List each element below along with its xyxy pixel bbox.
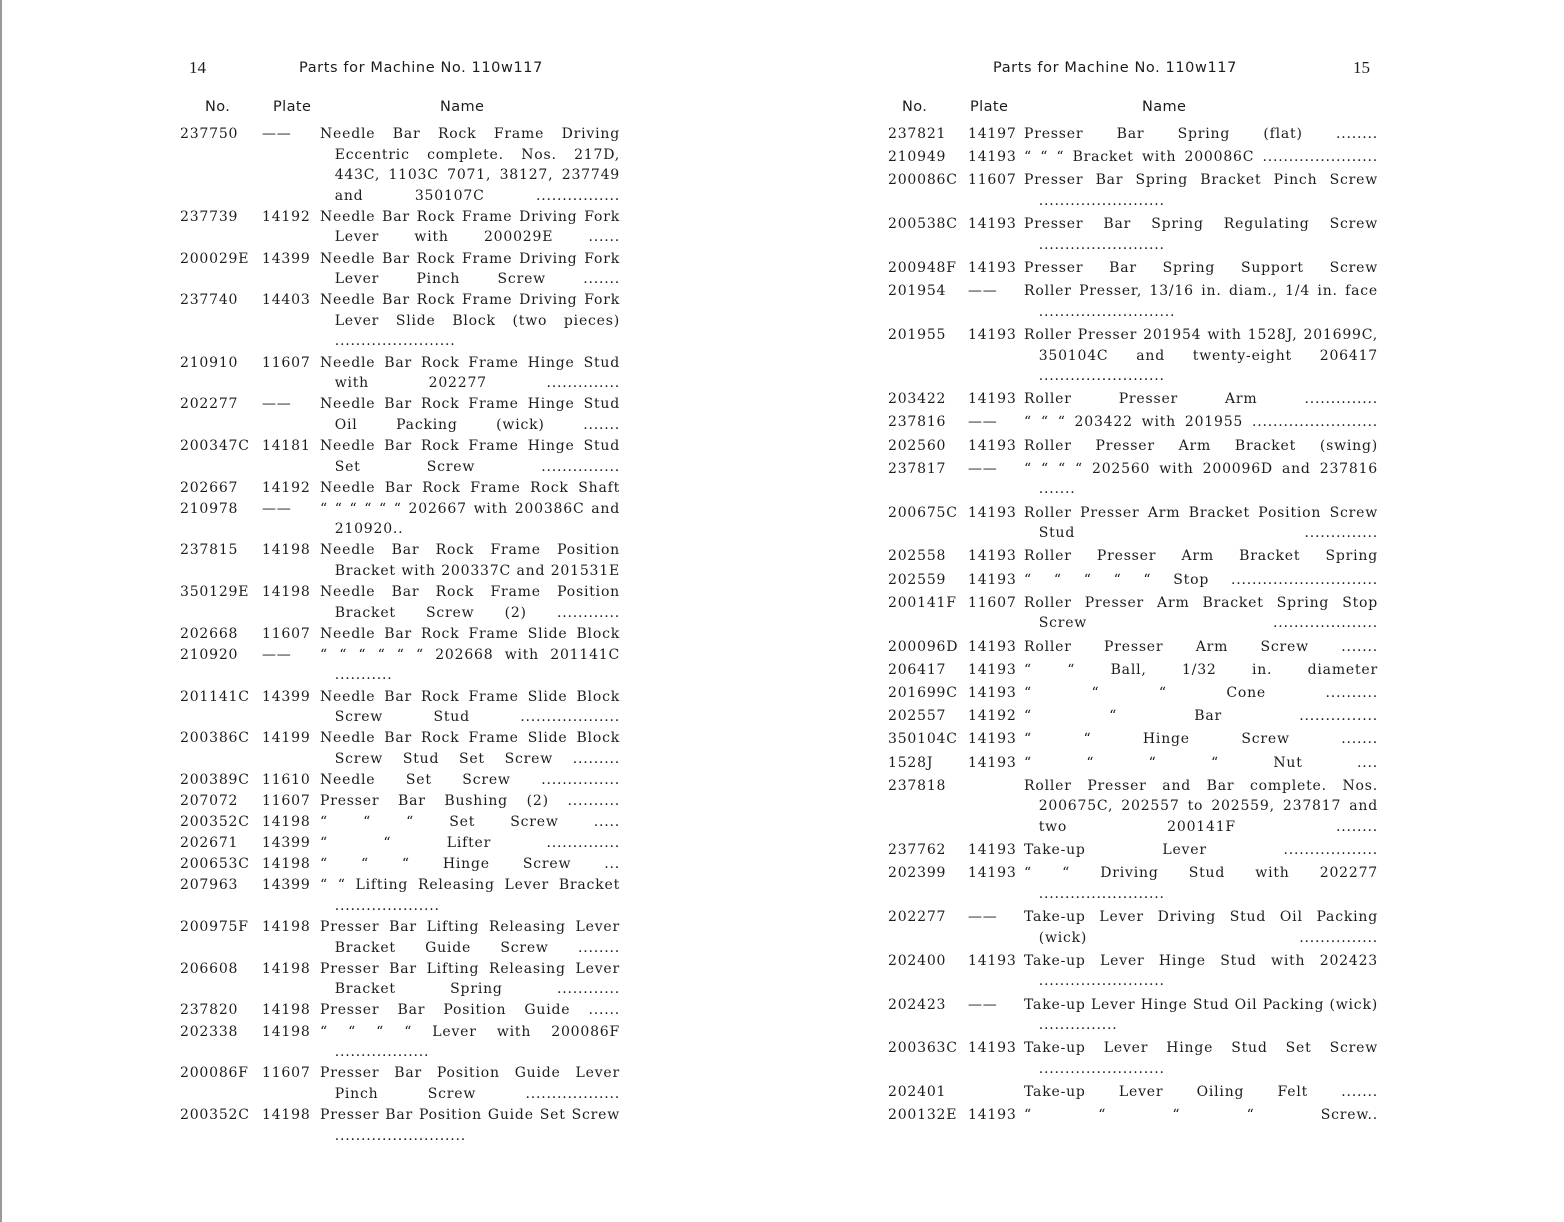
plate-number: 14399 bbox=[262, 835, 311, 852]
part-number: 202560 bbox=[888, 437, 947, 454]
part-number: 202277 bbox=[888, 909, 947, 926]
part-number: 200675C bbox=[888, 504, 958, 521]
part-name: Needle Bar Rock Frame Driving Fork Lever Pinch Screw ....... bbox=[320, 250, 620, 288]
part-row bbox=[180, 290, 620, 352]
plate-number: 14198 bbox=[262, 1002, 311, 1019]
part-name: “ “ “ Hinge Screw ... bbox=[320, 856, 620, 873]
part-row bbox=[180, 624, 620, 645]
plate-number: 14193 bbox=[968, 754, 1017, 771]
part-row bbox=[180, 959, 620, 1000]
part-row bbox=[180, 207, 620, 248]
part-row bbox=[888, 1105, 1378, 1126]
part-name: “ “ Hinge Screw ....... bbox=[1024, 731, 1378, 748]
part-number: 200096D bbox=[888, 638, 959, 655]
part-name: Presser Bar Spring Regulating Screw ........................ bbox=[1024, 216, 1378, 253]
part-name: Roller Presser, 13/16 in. diam., 1/4 in. face .......................... bbox=[1024, 283, 1378, 320]
part-row bbox=[888, 951, 1378, 992]
plate-number: 11607 bbox=[262, 793, 311, 809]
part-number: 237820 bbox=[180, 1002, 239, 1019]
part-name: Presser Bar Position Guide ...... bbox=[320, 1002, 620, 1019]
part-number: 201954 bbox=[888, 283, 947, 300]
part-number: 237815 bbox=[180, 542, 239, 559]
part-number: 200132E bbox=[888, 1107, 958, 1124]
part-row bbox=[180, 728, 620, 769]
plate-number: 14193 bbox=[968, 1040, 1017, 1057]
part-row bbox=[888, 753, 1378, 774]
plate-number: 14181 bbox=[262, 437, 311, 454]
part-name: Roller Presser Arm Bracket (swing) bbox=[1024, 437, 1378, 454]
plate-number: 11607 bbox=[968, 172, 1017, 189]
part-row bbox=[180, 1022, 620, 1063]
column-header-name: Name bbox=[440, 99, 485, 115]
part-name: Take-up Lever .................. bbox=[1024, 842, 1378, 859]
plate-number: —— bbox=[968, 414, 998, 431]
part-number: 202423 bbox=[888, 996, 947, 1013]
plate-number: 14193 bbox=[968, 865, 1017, 882]
page-number: 14 bbox=[189, 58, 206, 77]
plate-number: 14193 bbox=[968, 504, 1017, 521]
part-row bbox=[180, 540, 620, 581]
part-name: “ “ “ “ “ “ 202668 with 201141C ........... bbox=[320, 646, 620, 684]
part-number: 350104C bbox=[888, 731, 958, 748]
part-name: Needle Bar Rock Frame Position Bracket Screw (2) ............ bbox=[320, 584, 620, 621]
page-number: 15 bbox=[1353, 58, 1370, 77]
part-number: 201955 bbox=[888, 326, 947, 343]
part-row bbox=[888, 412, 1378, 433]
part-name: “ “ Ball, 1/32 in. diameter bbox=[1024, 661, 1378, 678]
plate-number: 14192 bbox=[262, 479, 311, 496]
part-number: 202557 bbox=[888, 708, 947, 725]
part-row bbox=[888, 546, 1378, 567]
part-row bbox=[180, 478, 620, 499]
part-row bbox=[180, 249, 620, 290]
part-name: Needle Bar Rock Frame Slide Block bbox=[320, 625, 620, 642]
part-number: 202399 bbox=[888, 865, 947, 882]
plate-number: 14193 bbox=[968, 638, 1017, 655]
part-name: “ “ “ “ “ Stop ............................ bbox=[1024, 571, 1378, 588]
part-row bbox=[888, 325, 1378, 387]
part-number: 200086C bbox=[888, 172, 958, 189]
part-row bbox=[180, 1105, 620, 1146]
part-name: Needle Bar Rock Frame Slide Block Screw Stud Set Screw ......... bbox=[320, 730, 620, 767]
part-number: 206608 bbox=[180, 960, 239, 977]
part-row bbox=[180, 791, 620, 812]
part-name: “ “ “ “ “ “ 202667 with 200386C and 210920.. bbox=[320, 500, 620, 538]
column-header-no: No. bbox=[902, 99, 928, 115]
part-name: Presser Bar Spring Bracket Pinch Screw ........................ bbox=[1024, 172, 1378, 209]
part-row bbox=[180, 687, 620, 728]
column-header-name: Name bbox=[1142, 99, 1187, 115]
part-row bbox=[180, 917, 620, 958]
plate-number: 14199 bbox=[262, 730, 311, 747]
part-name: Take-up Lever Driving Stud Oil Packing (wick) ............... bbox=[1024, 909, 1378, 946]
plate-number: —— bbox=[968, 283, 998, 300]
part-number: 237816 bbox=[888, 414, 947, 431]
part-row bbox=[888, 995, 1378, 1036]
part-number: 200389C bbox=[180, 771, 250, 788]
part-number: 200347C bbox=[180, 437, 250, 454]
part-name: Needle Bar Rock Frame Driving Eccentric complete. Nos. 217D, 443C, 1103C 7071, 38127, 237749 and 350107C ................ bbox=[320, 126, 620, 204]
left-page bbox=[180, 0, 620, 1222]
plate-number: 14198 bbox=[262, 814, 311, 831]
part-number: 237821 bbox=[888, 126, 947, 142]
part-name: Roller Presser Arm Bracket Spring Stop Screw .................... bbox=[1024, 594, 1378, 632]
plate-number: 14198 bbox=[262, 1106, 311, 1123]
part-row bbox=[180, 582, 620, 623]
part-number: 202667 bbox=[180, 479, 239, 496]
plate-number: 14192 bbox=[262, 208, 311, 225]
part-row bbox=[180, 124, 620, 206]
plate-number: 11607 bbox=[262, 354, 311, 371]
plate-number: 14193 bbox=[968, 842, 1017, 859]
part-row bbox=[180, 770, 620, 791]
part-name: “ “ “ “ 202560 with 200096D and 237816 ....... bbox=[1024, 460, 1378, 498]
part-number: 202338 bbox=[180, 1023, 239, 1040]
part-number: 202559 bbox=[888, 571, 947, 588]
part-row bbox=[888, 570, 1378, 591]
plate-number: 14193 bbox=[968, 952, 1017, 969]
plate-number: 14193 bbox=[968, 661, 1017, 678]
plate-number: 14198 bbox=[262, 960, 311, 977]
part-number: 200948F bbox=[888, 259, 957, 276]
part-name: Roller Presser Arm Bracket Position Screw Stud .............. bbox=[1024, 504, 1378, 542]
plate-number: 14399 bbox=[262, 688, 311, 705]
part-name: “ “ “ Set Screw ..... bbox=[320, 814, 620, 831]
part-name: “ “ Lifting Releasing Lever Bracket .................... bbox=[320, 877, 620, 914]
plate-number: 14193 bbox=[968, 326, 1017, 343]
part-number: 202400 bbox=[888, 952, 947, 969]
part-name: Needle Bar Rock Frame Hinge Stud with 202277 .............. bbox=[320, 354, 620, 392]
part-name: Presser Bar Lifting Releasing Lever Bracket Spring ............ bbox=[320, 960, 620, 998]
part-name: Presser Bar Bushing (2) .......... bbox=[320, 793, 620, 809]
page-title: Parts for Machine No. 110w117 bbox=[299, 60, 543, 76]
column-header-no: No. bbox=[205, 99, 231, 115]
part-number: 202277 bbox=[180, 396, 239, 413]
part-name: “ “ Driving Stud with 202277 ........................ bbox=[1024, 865, 1378, 902]
part-number: 350129E bbox=[180, 584, 250, 601]
part-name: Needle Bar Rock Frame Position Bracket with 200337C and 201531E bbox=[320, 542, 620, 579]
part-number: 200975F bbox=[180, 919, 249, 936]
plate-number: 14193 bbox=[968, 149, 1017, 166]
part-row bbox=[888, 281, 1378, 322]
part-number: 202668 bbox=[180, 625, 239, 642]
part-number: 206417 bbox=[888, 661, 947, 678]
part-row bbox=[180, 436, 620, 477]
part-row bbox=[888, 214, 1378, 255]
part-number: 202558 bbox=[888, 548, 947, 565]
part-row bbox=[888, 660, 1378, 681]
part-number: 202401 bbox=[888, 1084, 947, 1101]
plate-number: —— bbox=[968, 996, 998, 1013]
plate-number bbox=[968, 1082, 1024, 1103]
part-number: 200653C bbox=[180, 856, 250, 873]
part-number: 200141F bbox=[888, 594, 957, 611]
part-row bbox=[888, 593, 1378, 634]
part-row bbox=[888, 1038, 1378, 1079]
part-number: 200352C bbox=[180, 1106, 250, 1123]
part-row bbox=[180, 394, 620, 435]
part-number: 200386C bbox=[180, 730, 250, 747]
part-number: 200029E bbox=[180, 250, 250, 267]
part-row bbox=[180, 875, 620, 916]
part-name: Take-up Lever Hinge Stud Oil Packing (wick) ............... bbox=[1024, 996, 1378, 1034]
part-name: “ “ “ Bracket with 200086C ...................... bbox=[1024, 149, 1378, 166]
part-name: Roller Presser Arm Screw ....... bbox=[1024, 638, 1378, 655]
right-page bbox=[888, 0, 1378, 1222]
parts-list bbox=[888, 124, 1378, 1129]
plate-number: 14198 bbox=[262, 856, 311, 873]
plate-number: 11607 bbox=[262, 625, 311, 642]
part-name: Needle Bar Rock Frame Driving Fork Lever with 200029E ...... bbox=[320, 208, 620, 246]
plate-number: 14193 bbox=[968, 437, 1017, 454]
plate-number: 14399 bbox=[262, 250, 311, 267]
part-name: Roller Presser Arm .............. bbox=[1024, 391, 1378, 408]
plate-number: —— bbox=[262, 396, 292, 413]
part-name: “ “ “ “ Nut .... bbox=[1024, 754, 1378, 771]
part-row bbox=[888, 907, 1378, 948]
part-row bbox=[888, 459, 1378, 500]
plate-number: 14193 bbox=[968, 259, 1017, 276]
plate-number: 14198 bbox=[262, 919, 311, 936]
plate-number bbox=[968, 776, 1024, 838]
part-number: 203422 bbox=[888, 391, 947, 408]
part-name: Presser Bar Position Guide Lever Pinch Screw .................. bbox=[320, 1065, 620, 1102]
part-name: “ “ Lifter .............. bbox=[320, 835, 620, 852]
part-row bbox=[888, 729, 1378, 750]
part-number: 210949 bbox=[888, 149, 947, 166]
plate-number: —— bbox=[968, 460, 998, 477]
part-row bbox=[888, 706, 1378, 727]
part-row bbox=[180, 645, 620, 686]
part-number: 237818 bbox=[888, 777, 947, 794]
part-number: 237817 bbox=[888, 460, 947, 477]
plate-number: 14403 bbox=[262, 292, 311, 309]
part-number: 237740 bbox=[180, 292, 239, 309]
plate-number: 14198 bbox=[262, 584, 311, 601]
plate-number: 14399 bbox=[262, 877, 311, 894]
part-name: Roller Presser and Bar complete. Nos. 200675C, 202557 to 202559, 237817 and two 200141F ........ bbox=[1024, 777, 1378, 835]
plate-number: —— bbox=[262, 126, 292, 142]
part-name: Needle Bar Rock Frame Driving Fork Lever Slide Block (two pieces) ....................... bbox=[320, 292, 620, 350]
part-name: “ “ “ Cone .......... bbox=[1024, 684, 1378, 701]
part-number: 207072 bbox=[180, 793, 239, 809]
part-number: 202671 bbox=[180, 835, 239, 852]
part-row bbox=[888, 863, 1378, 904]
plate-number: 14193 bbox=[968, 684, 1017, 701]
part-row bbox=[888, 503, 1378, 544]
plate-number: 14193 bbox=[968, 1107, 1017, 1124]
part-row bbox=[888, 258, 1378, 279]
part-row bbox=[888, 436, 1378, 457]
plate-number: 14193 bbox=[968, 731, 1017, 748]
plate-number: —— bbox=[262, 646, 292, 663]
plate-number: 14193 bbox=[968, 548, 1017, 565]
part-row bbox=[180, 833, 620, 854]
part-number: 1528J bbox=[888, 754, 934, 771]
part-row bbox=[888, 124, 1378, 145]
scan-edge bbox=[0, 0, 2, 1222]
plate-number: —— bbox=[262, 500, 292, 517]
part-name: Presser Bar Position Guide Set Screw ......................... bbox=[320, 1106, 620, 1144]
part-name: Take-up Lever Hinge Stud Set Screw ........................ bbox=[1024, 1040, 1378, 1077]
part-number: 201699C bbox=[888, 684, 958, 701]
parts-list bbox=[180, 124, 620, 1147]
part-name: Presser Bar Lifting Releasing Lever Bracket Guide Screw ........ bbox=[320, 919, 620, 956]
plate-number: 14197 bbox=[968, 126, 1017, 142]
part-name: Needle Bar Rock Frame Slide Block Screw Stud ................... bbox=[320, 688, 620, 726]
part-name: Roller Presser Arm Bracket Spring bbox=[1024, 548, 1378, 565]
part-number: 237739 bbox=[180, 208, 239, 225]
part-row bbox=[888, 683, 1378, 704]
part-name: “ “ “ “ Lever with 200086F .................. bbox=[320, 1023, 620, 1061]
part-number: 201141C bbox=[180, 688, 250, 705]
plate-number: 14198 bbox=[262, 542, 311, 559]
part-name: Presser Bar Spring (flat) ........ bbox=[1024, 126, 1378, 142]
part-name: “ “ Bar ............... bbox=[1024, 708, 1378, 725]
part-name: Needle Bar Rock Frame Rock Shaft bbox=[320, 479, 620, 496]
part-name: Needle Set Screw ............... bbox=[320, 771, 620, 788]
part-name: Needle Bar Rock Frame Hinge Stud Set Screw ............... bbox=[320, 437, 620, 475]
plate-number: 14192 bbox=[968, 708, 1017, 725]
part-number: 237762 bbox=[888, 842, 947, 859]
part-row bbox=[180, 353, 620, 394]
part-name: Take-up Lever Hinge Stud with 202423 ........................ bbox=[1024, 952, 1378, 990]
part-row bbox=[180, 854, 620, 875]
part-name: Needle Bar Rock Frame Hinge Stud Oil Packing (wick) ....... bbox=[320, 396, 620, 433]
part-number: 207963 bbox=[180, 877, 239, 894]
part-row bbox=[888, 170, 1378, 211]
part-number: 200352C bbox=[180, 814, 250, 831]
plate-number: 11610 bbox=[262, 771, 311, 788]
part-number: 200363C bbox=[888, 1040, 958, 1057]
part-row bbox=[888, 389, 1378, 410]
plate-number: 14193 bbox=[968, 391, 1017, 408]
part-number: 200538C bbox=[888, 216, 958, 233]
page-title: Parts for Machine No. 110w117 bbox=[993, 60, 1237, 76]
plate-number: 14193 bbox=[968, 216, 1017, 233]
part-number: 237750 bbox=[180, 126, 239, 142]
part-row bbox=[888, 840, 1378, 861]
part-row bbox=[888, 1082, 1378, 1103]
plate-number: —— bbox=[968, 909, 998, 926]
part-number: 200086F bbox=[180, 1065, 249, 1082]
part-number: 210920 bbox=[180, 646, 239, 663]
plate-number: 14193 bbox=[968, 571, 1017, 588]
part-name: “ “ “ “ Screw.. bbox=[1024, 1107, 1378, 1124]
part-name: Take-up Lever Oiling Felt ....... bbox=[1024, 1084, 1378, 1101]
part-name: “ “ “ 203422 with 201955 ........................ bbox=[1024, 414, 1378, 431]
part-number: 210978 bbox=[180, 500, 239, 517]
part-row bbox=[888, 147, 1378, 168]
part-row bbox=[888, 637, 1378, 658]
column-header-plate: Plate bbox=[273, 99, 312, 115]
plate-number: 14198 bbox=[262, 1023, 311, 1040]
part-row bbox=[180, 1000, 620, 1021]
part-row bbox=[888, 776, 1378, 838]
part-row bbox=[180, 499, 620, 540]
plate-number: 11607 bbox=[968, 594, 1017, 611]
part-name: Roller Presser 201954 with 1528J, 201699C, 350104C and twenty-eight 206417 ........................ bbox=[1024, 326, 1378, 385]
column-header-plate: Plate bbox=[970, 99, 1009, 115]
part-row bbox=[180, 812, 620, 833]
part-number: 210910 bbox=[180, 354, 239, 371]
plate-number: 11607 bbox=[262, 1065, 311, 1082]
part-row bbox=[180, 1063, 620, 1104]
part-name: Presser Bar Spring Support Screw bbox=[1024, 259, 1378, 276]
